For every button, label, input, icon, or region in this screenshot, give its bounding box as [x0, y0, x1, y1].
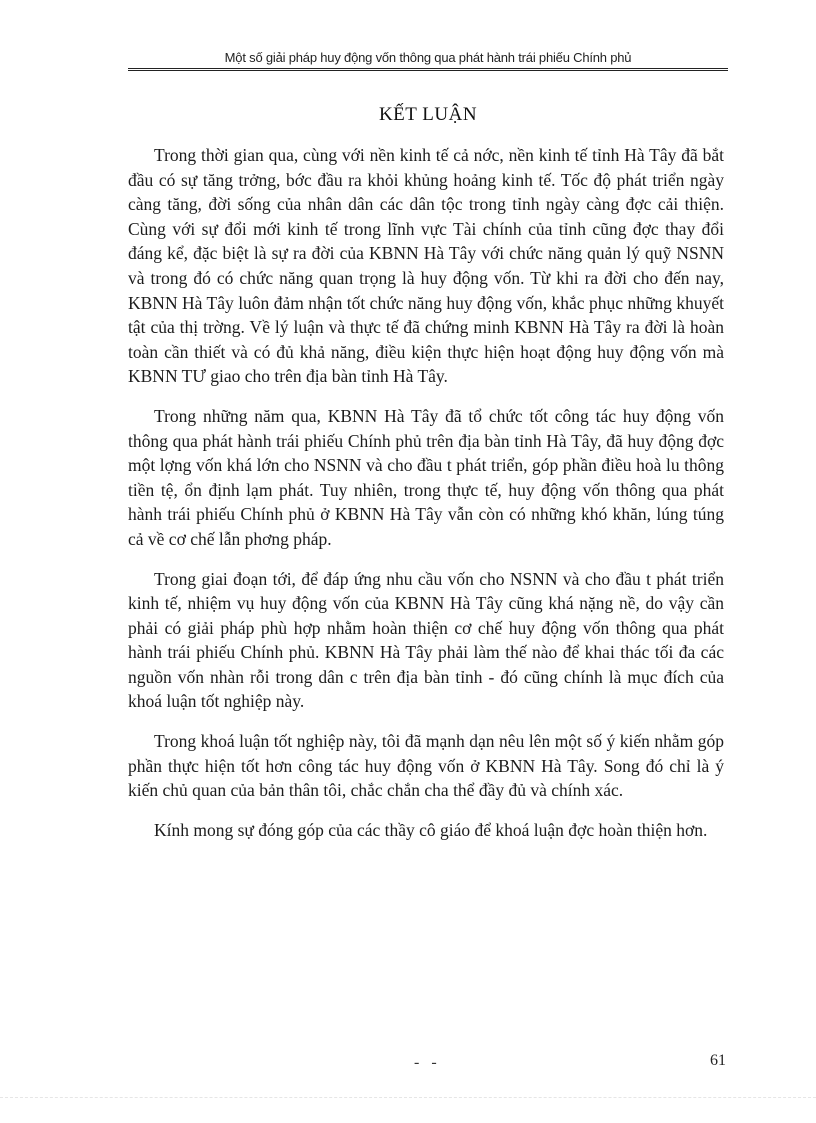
paragraph-2: Trong những năm qua, KBNN Hà Tây đã tổ chức tốt công tác huy động vốn thông qua phát hành trái phiếu Chính phủ trên địa bàn tỉnh Hà Tây, đã huy động đợc một lợng vốn khá lớn cho NSNN và cho đầu t phát triển, góp phần điều hoà lu thông tiền tệ, ổn định lạm phát. Tuy nhiên, trong thực tế, huy động vốn thông qua phát hành trái phiếu Chính phủ ở KBNN Hà Tây vẫn còn có những khó khăn, lúng túng cả về cơ chế lẫn phơng pháp.: [128, 405, 724, 549]
paragraph-5: Kính mong sự đóng góp của các thầy cô giáo để khoá luận đợc hoàn thiện hơn.: [154, 819, 708, 840]
page-edge-divider: [0, 1097, 816, 1098]
paragraph-4: Trong khoá luận tốt nghiệp này, tôi đã mạnh dạn nêu lên một số ý kiến nhằm góp phần thực hiện tốt hơn công tác huy động vốn ở KBNN Hà Tây. Song đó chỉ là ý kiến chủ quan của bản thân tôi, chắc chắn cha thể đầy đủ và chính xác.: [128, 731, 724, 801]
running-header: Một số giải pháp huy động vốn thông qua phát hành trái phiếu Chính phủ: [224, 50, 632, 65]
paragraph-3: Trong giai đoạn tới, để đáp ứng nhu cầu vốn cho NSNN và cho đầu t phát triển kinh tế, nhiệm vụ huy động vốn của KBNN Hà Tây cũng khá nặng nề, do vậy cần phải có giải pháp phù hợp nhằm hoàn thiện cơ chế huy động vốn thông qua phát hành trái phiếu Chính phủ. KBNN Hà Tây phải làm thế nào để khai thác tối đa các nguồn vốn nhàn rỗi trong dân c trên địa bàn tỉnh - đó cũng chính là mục đích của khoá luận tốt nghiệp này.: [128, 568, 724, 712]
footer-dashes: - -: [414, 1054, 441, 1071]
paragraph-1: Trong thời gian qua, cùng với nền kinh tế cả nớc, nền kinh tế tỉnh Hà Tây đã bắt đầu có sự tăng trởng, bớc đầu ra khỏi khủng hoảng kinh tế. Tốc độ phát triển ngày càng tăng, đời sống của nhân dân các dân tộc trong tỉnh ngày càng đợc cải thiện. Cùng với sự đổi mới kinh tế trong lĩnh vực Tài chính của tỉnh cũng đợc thay đổi đáng kể, đặc biệt là sự ra đời của KBNN Hà Tây với chức năng quản lý quỹ NSNN và trong đó có chức năng quan trọng là huy động vốn. Từ khi ra đời cho đến nay, KBNN Hà Tây luôn đảm nhận tốt chức năng huy động vốn, khắc phục những khuyết tật của thị trờng. Về lý luận và thực tế đã chứng minh KBNN Hà Tây ra đời là hoàn toàn cần thiết và có đủ khả năng, điều kiện thực hiện hoạt động huy động vốn mà KBNN TƯ giao cho trên địa bàn tỉnh Hà Tây.: [128, 145, 724, 387]
page-number: 61: [710, 1052, 726, 1069]
page-title: KẾT LUẬN: [378, 104, 478, 125]
header-rule: [128, 68, 728, 71]
body-text: [128, 143, 724, 857]
